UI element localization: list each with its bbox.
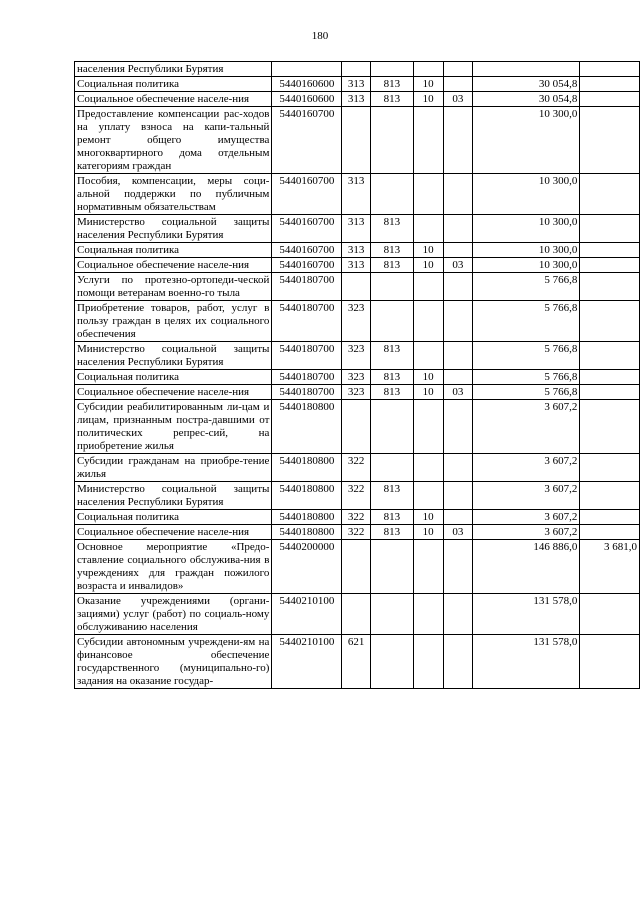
amount-cell: 10 300,0 — [473, 258, 580, 273]
department-code-cell — [371, 273, 414, 301]
subsection-cell — [443, 62, 473, 77]
amount-cell: 10 300,0 — [473, 243, 580, 258]
amount-federal-cell — [580, 301, 640, 342]
department-code-cell: 813 — [371, 482, 414, 510]
item-name-cell: Социальная политика — [75, 510, 272, 525]
section-cell: 10 — [413, 77, 443, 92]
section-cell: 10 — [413, 385, 443, 400]
subsection-cell — [443, 243, 473, 258]
subsection-cell — [443, 174, 473, 215]
table-row — [75, 62, 640, 77]
table-row — [75, 92, 640, 107]
amount-cell: 131 578,0 — [473, 635, 580, 689]
department-code-cell: 813 — [371, 342, 414, 370]
target-article-cell: 5440160600 — [272, 92, 342, 107]
subsection-cell: 03 — [443, 385, 473, 400]
table-row — [75, 243, 640, 258]
section-cell — [413, 540, 443, 594]
target-article-cell: 5440180800 — [272, 454, 342, 482]
subsection-cell: 03 — [443, 525, 473, 540]
amount-cell: 5 766,8 — [473, 385, 580, 400]
item-name-cell: Услуги по протезно-ортопеди-ческой помощи ветеранам военно-го тыла — [75, 273, 272, 301]
table-row — [75, 510, 640, 525]
table-row — [75, 77, 640, 92]
expense-type-cell — [342, 107, 371, 174]
target-article-cell: 5440180700 — [272, 385, 342, 400]
department-code-cell — [371, 62, 414, 77]
item-name-cell: Социальное обеспечение населе-ния — [75, 525, 272, 540]
amount-cell: 5 766,8 — [473, 273, 580, 301]
department-code-cell — [371, 635, 414, 689]
target-article-cell: 5440160700 — [272, 243, 342, 258]
item-name-cell: Социальная политика — [75, 370, 272, 385]
department-code-cell: 813 — [371, 258, 414, 273]
expense-type-cell — [342, 540, 371, 594]
subsection-cell — [443, 342, 473, 370]
expense-type-cell — [342, 62, 371, 77]
item-name-cell: Министерство социальной защиты населения Республики Бурятия — [75, 342, 272, 370]
table-row — [75, 273, 640, 301]
subsection-cell — [443, 594, 473, 635]
amount-federal-cell — [580, 174, 640, 215]
amount-cell: 146 886,0 — [473, 540, 580, 594]
amount-cell: 3 607,2 — [473, 482, 580, 510]
item-name-cell: Субсидии автономным учреждени-ям на финансовое обеспечение государственного (муниципально-го) задания на оказание государ- — [75, 635, 272, 689]
amount-cell: 5 766,8 — [473, 370, 580, 385]
target-article-cell: 5440160700 — [272, 258, 342, 273]
subsection-cell — [443, 370, 473, 385]
table-row — [75, 454, 640, 482]
section-cell: 10 — [413, 243, 443, 258]
amount-cell: 30 054,8 — [473, 92, 580, 107]
table-row — [75, 258, 640, 273]
section-cell — [413, 342, 443, 370]
amount-federal-cell — [580, 258, 640, 273]
amount-federal-cell — [580, 77, 640, 92]
item-name-cell: Министерство социальной защиты населения Республики Бурятия — [75, 482, 272, 510]
amount-federal-cell — [580, 370, 640, 385]
subsection-cell: 03 — [443, 92, 473, 107]
target-article-cell: 5440180800 — [272, 525, 342, 540]
expense-type-cell — [342, 594, 371, 635]
expense-type-cell: 313 — [342, 92, 371, 107]
section-cell — [413, 400, 443, 454]
target-article-cell — [272, 62, 342, 77]
amount-cell: 3 607,2 — [473, 400, 580, 454]
section-cell — [413, 62, 443, 77]
amount-cell: 30 054,8 — [473, 77, 580, 92]
department-code-cell — [371, 454, 414, 482]
section-cell — [413, 215, 443, 243]
department-code-cell: 813 — [371, 385, 414, 400]
item-name-cell: Пособия, компенсации, меры соци-альной поддержки по публичным нормативным обязательствам — [75, 174, 272, 215]
expense-type-cell: 323 — [342, 370, 371, 385]
department-code-cell: 813 — [371, 243, 414, 258]
target-article-cell: 5440160700 — [272, 215, 342, 243]
table-row — [75, 540, 640, 594]
table-row — [75, 215, 640, 243]
expense-type-cell: 313 — [342, 174, 371, 215]
expense-type-cell: 322 — [342, 525, 371, 540]
subsection-cell — [443, 400, 473, 454]
expense-type-cell: 322 — [342, 510, 371, 525]
amount-cell: 10 300,0 — [473, 215, 580, 243]
department-code-cell — [371, 594, 414, 635]
department-code-cell: 813 — [371, 77, 414, 92]
amount-cell: 131 578,0 — [473, 594, 580, 635]
department-code-cell — [371, 301, 414, 342]
expense-type-cell: 313 — [342, 243, 371, 258]
page-number: 180 — [311, 30, 329, 42]
item-name-cell: Основное мероприятие «Предо-ставление социального обслужива-ния в учреждениях для граждан пожилого возраста и инвалидов» — [75, 540, 272, 594]
subsection-cell — [443, 635, 473, 689]
amount-cell: 3 607,2 — [473, 510, 580, 525]
amount-federal-cell — [580, 400, 640, 454]
amount-federal-cell: 3 681,0 — [580, 540, 640, 594]
amount-federal-cell — [580, 243, 640, 258]
item-name-cell: Министерство социальной защиты населения Республики Бурятия — [75, 215, 272, 243]
amount-cell: 3 607,2 — [473, 525, 580, 540]
item-name-cell: Социальная политика — [75, 77, 272, 92]
table-row — [75, 594, 640, 635]
item-name-cell: Предоставление компенсации рас-ходов на уплату взноса на капи-тальный ремонт общего имущества многоквартирного дома отдельным категориям граждан — [75, 107, 272, 174]
amount-cell: 10 300,0 — [473, 174, 580, 215]
subsection-cell — [443, 215, 473, 243]
amount-federal-cell — [580, 454, 640, 482]
department-code-cell — [371, 174, 414, 215]
amount-federal-cell — [580, 594, 640, 635]
item-name-cell: Социальное обеспечение населе-ния — [75, 92, 272, 107]
table-body — [75, 62, 640, 689]
section-cell — [413, 301, 443, 342]
target-article-cell: 5440160600 — [272, 77, 342, 92]
department-code-cell — [371, 400, 414, 454]
expense-type-cell: 621 — [342, 635, 371, 689]
department-code-cell: 813 — [371, 370, 414, 385]
subsection-cell — [443, 510, 473, 525]
amount-federal-cell — [580, 62, 640, 77]
amount-federal-cell — [580, 482, 640, 510]
item-name-cell: населения Республики Бурятия — [75, 62, 272, 77]
subsection-cell — [443, 454, 473, 482]
amount-federal-cell — [580, 273, 640, 301]
department-code-cell: 813 — [371, 92, 414, 107]
section-cell: 10 — [413, 510, 443, 525]
subsection-cell — [443, 77, 473, 92]
table-row — [75, 525, 640, 540]
target-article-cell: 5440180800 — [272, 400, 342, 454]
section-cell: 10 — [413, 370, 443, 385]
target-article-cell: 5440210100 — [272, 635, 342, 689]
section-cell: 10 — [413, 258, 443, 273]
section-cell — [413, 273, 443, 301]
department-code-cell — [371, 540, 414, 594]
table-row — [75, 385, 640, 400]
subsection-cell: 03 — [443, 258, 473, 273]
item-name-cell: Приобретение товаров, работ, услуг в пользу граждан в целях их социального обеспечения — [75, 301, 272, 342]
section-cell — [413, 454, 443, 482]
section-cell — [413, 482, 443, 510]
subsection-cell — [443, 482, 473, 510]
amount-cell — [473, 62, 580, 77]
amount-federal-cell — [580, 635, 640, 689]
table-row — [75, 400, 640, 454]
item-name-cell: Оказание учреждениями (органи-зациями) услуг (работ) по социаль-ному обслуживанию населения — [75, 594, 272, 635]
item-name-cell: Социальное обеспечение населе-ния — [75, 385, 272, 400]
target-article-cell: 5440180700 — [272, 342, 342, 370]
expense-type-cell: 323 — [342, 342, 371, 370]
target-article-cell: 5440180800 — [272, 482, 342, 510]
table-row — [75, 301, 640, 342]
table-row — [75, 635, 640, 689]
department-code-cell: 813 — [371, 215, 414, 243]
section-cell — [413, 174, 443, 215]
target-article-cell: 5440180700 — [272, 273, 342, 301]
item-name-cell: Социальное обеспечение населе-ния — [75, 258, 272, 273]
item-name-cell: Субсидии реабилитированным ли-цам и лицам, признанным постра-давшими от политических репрес-сий, на приобретение жилья — [75, 400, 272, 454]
department-code-cell — [371, 107, 414, 174]
section-cell — [413, 594, 443, 635]
subsection-cell — [443, 301, 473, 342]
item-name-cell: Социальная политика — [75, 243, 272, 258]
amount-federal-cell — [580, 385, 640, 400]
amount-cell: 10 300,0 — [473, 107, 580, 174]
expense-type-cell: 313 — [342, 258, 371, 273]
department-code-cell: 813 — [371, 510, 414, 525]
expense-type-cell: 313 — [342, 77, 371, 92]
amount-cell: 5 766,8 — [473, 301, 580, 342]
table-row — [75, 482, 640, 510]
amount-federal-cell — [580, 92, 640, 107]
subsection-cell — [443, 107, 473, 174]
expense-type-cell — [342, 273, 371, 301]
subsection-cell — [443, 540, 473, 594]
expense-type-cell: 322 — [342, 482, 371, 510]
amount-federal-cell — [580, 215, 640, 243]
amount-cell: 5 766,8 — [473, 342, 580, 370]
target-article-cell: 5440160700 — [272, 174, 342, 215]
section-cell: 10 — [413, 525, 443, 540]
section-cell — [413, 107, 443, 174]
expense-type-cell: 323 — [342, 301, 371, 342]
expense-type-cell: 323 — [342, 385, 371, 400]
subsection-cell — [443, 273, 473, 301]
amount-federal-cell — [580, 510, 640, 525]
budget-table — [74, 61, 640, 689]
expense-type-cell: 322 — [342, 454, 371, 482]
section-cell: 10 — [413, 92, 443, 107]
amount-federal-cell — [580, 525, 640, 540]
table-row — [75, 107, 640, 174]
table-row — [75, 370, 640, 385]
department-code-cell: 813 — [371, 525, 414, 540]
amount-federal-cell — [580, 107, 640, 174]
target-article-cell: 5440180800 — [272, 510, 342, 525]
amount-cell: 3 607,2 — [473, 454, 580, 482]
target-article-cell: 5440200000 — [272, 540, 342, 594]
target-article-cell: 5440160700 — [272, 107, 342, 174]
table-row — [75, 174, 640, 215]
expense-type-cell: 313 — [342, 215, 371, 243]
amount-federal-cell — [580, 342, 640, 370]
target-article-cell: 5440180700 — [272, 370, 342, 385]
section-cell — [413, 635, 443, 689]
target-article-cell: 5440180700 — [272, 301, 342, 342]
target-article-cell: 5440210100 — [272, 594, 342, 635]
table-row — [75, 342, 640, 370]
expense-type-cell — [342, 400, 371, 454]
item-name-cell: Субсидии гражданам на приобре-тение жилья — [75, 454, 272, 482]
